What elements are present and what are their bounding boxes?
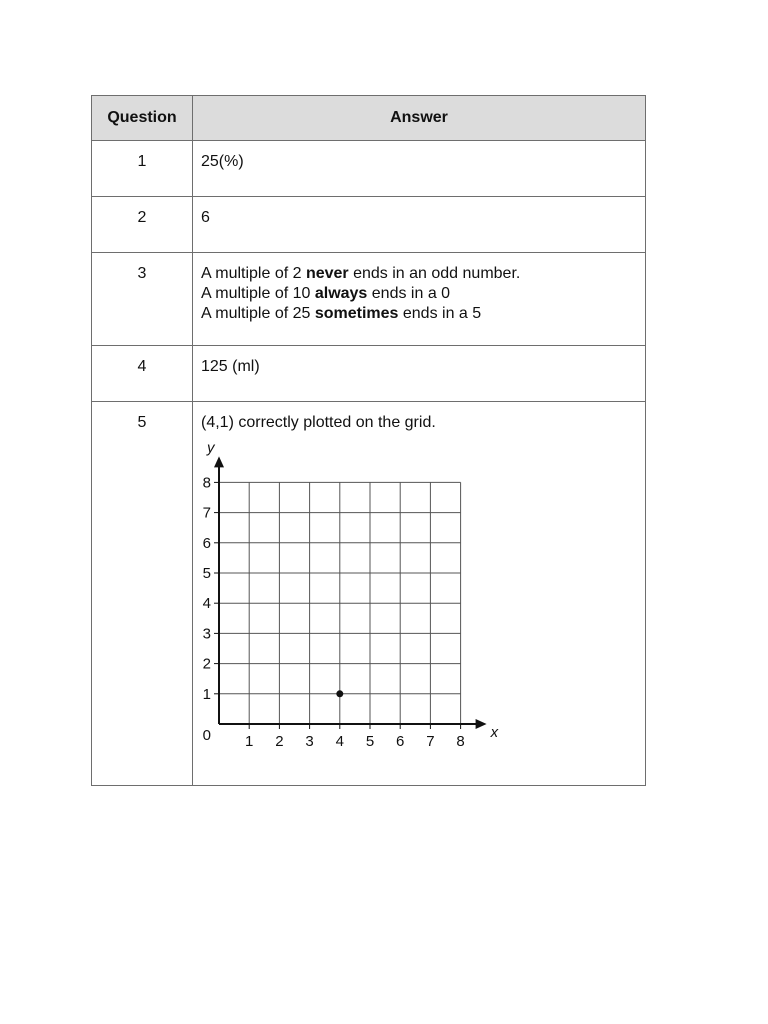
y-tick-label: 8 [202, 474, 211, 492]
answer-text: 25(%) [193, 141, 646, 197]
question-number: 3 [92, 253, 193, 346]
x-tick-label: 8 [456, 733, 465, 750]
y-tick-label: 3 [202, 625, 211, 643]
answer-line-end: ends in a 0 [367, 285, 451, 302]
question-number: 1 [92, 141, 193, 197]
answer-line [201, 264, 637, 284]
answer-line-start: A multiple of 10 [201, 285, 315, 302]
question-number: 2 [92, 197, 193, 253]
x-axis-arrow [476, 719, 487, 729]
answer-line-end: ends in an odd number. [348, 265, 521, 282]
y-tick-label: 1 [202, 685, 211, 703]
answer-line [201, 284, 637, 304]
coordinate-grid-svg [193, 439, 499, 767]
answer-line [201, 304, 637, 324]
coordinate-grid [193, 439, 499, 767]
y-tick-label: 7 [202, 504, 211, 522]
answer-cell [193, 402, 646, 786]
y-axis-label: y [207, 439, 215, 457]
header-question: Question [92, 96, 193, 141]
x-axis-label: x [490, 724, 499, 741]
y-tick-label: 6 [202, 534, 211, 552]
origin-label: 0 [202, 727, 211, 744]
answer-line-start: A multiple of 25 [201, 305, 315, 322]
answer-text: 125 (ml) [193, 346, 646, 402]
question-number: 5 [92, 402, 193, 786]
answer-keyword: never [305, 265, 349, 282]
x-tick-label: 7 [426, 733, 435, 750]
answer-text: (4,1) correctly plotted on the grid. [201, 414, 436, 431]
x-tick-label: 3 [305, 733, 314, 750]
answer-table [91, 95, 646, 786]
x-tick-label: 5 [365, 733, 375, 750]
y-tick-label: 5 [202, 565, 211, 582]
x-tick-label: 6 [396, 733, 405, 750]
y-tick-label: 4 [202, 595, 211, 613]
x-tick-label: 1 [245, 733, 254, 750]
table-row [92, 197, 646, 253]
table-row [92, 253, 646, 346]
answer-text: 6 [193, 197, 646, 253]
y-tick-label: 2 [202, 655, 211, 673]
x-tick-label: 2 [275, 733, 284, 750]
header-answer: Answer [193, 96, 646, 141]
answer-text [193, 253, 646, 346]
answer-keyword: always [314, 285, 368, 302]
answer-line-end: ends in a 5 [398, 305, 482, 322]
answer-line-start: A multiple of 2 [201, 265, 306, 282]
table-row [92, 346, 646, 402]
header-row [92, 96, 646, 141]
table-row [92, 402, 646, 786]
table-row [92, 141, 646, 197]
plotted-point [336, 690, 343, 697]
answer-keyword: sometimes [314, 305, 399, 322]
x-tick-label: 4 [335, 733, 344, 750]
y-axis-arrow [214, 456, 224, 467]
question-number: 4 [92, 346, 193, 402]
